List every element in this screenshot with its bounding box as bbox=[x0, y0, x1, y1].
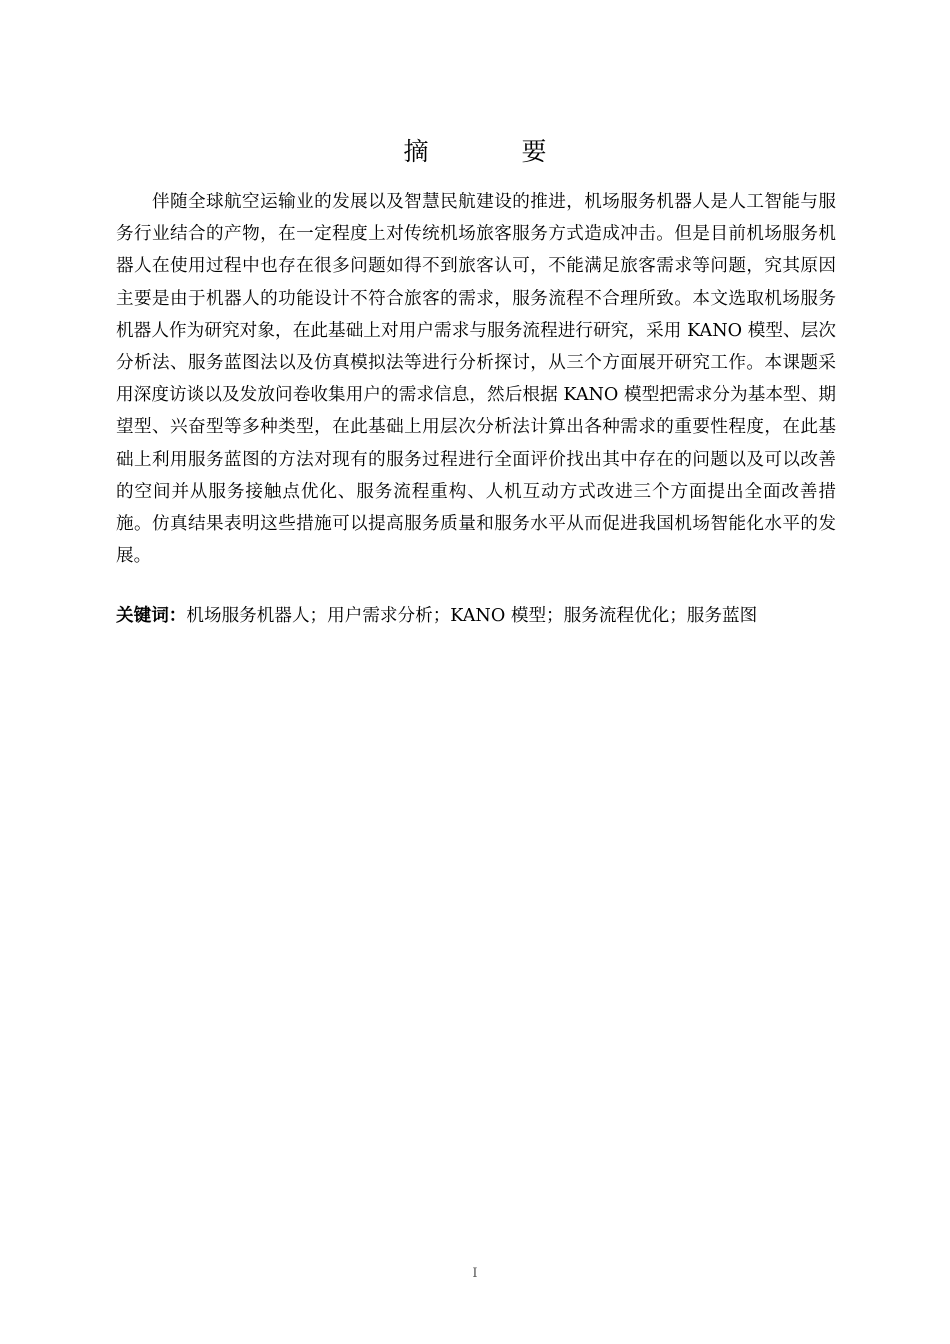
keywords-line bbox=[116, 600, 836, 632]
keywords-label: 关键词： bbox=[116, 606, 187, 626]
page-number: I bbox=[472, 1266, 478, 1281]
keywords-text: 机场服务机器人；用户需求分析；KANO 模型；服务流程优化；服务蓝图 bbox=[186, 606, 758, 626]
abstract-body: 伴随全球航空运输业的发展以及智慧民航建设的推进，机场服务机器人是人工智能与服务行业结合的产物，在一定程度上对传统机场旅客服务方式造成冲击。但是目前机场服务机器人在使用过程中也存在很多问题如得不到旅客认可，不能满足旅客需求等问题，究其原因主要是由于机器人的功能设计不符合旅客的需求，服务流程不合理所致。本文选取机场服务机器人作为研究对象，在此基础上对用户需求与服务流程进行研究，采用 KANO 模型、层次分析法、服务蓝图法以及仿真模拟法等进行分析探讨，从三个方面展开研究工作。本课题采用深度访谈以及发放问卷收集用户的需求信息，然后根据 KANO 模型把需求分为基本型、期望型、兴奋型等多种类型，在此基础上用层次分析法计算出各种需求的重要性程度，在此基础上利用服务蓝图的方法对现有的服务过程进行全面评价找出其中存在的问题以及可以改善的空间并从服务接触点优化、服务流程重构、人机互动方式改进三个方面提出全面改善措施。仿真结果表明这些措施可以提高服务质量和服务水平从而促进我国机场智能化水平的发展。 bbox=[116, 192, 836, 567]
abstract-title: 摘 要 bbox=[403, 137, 581, 166]
